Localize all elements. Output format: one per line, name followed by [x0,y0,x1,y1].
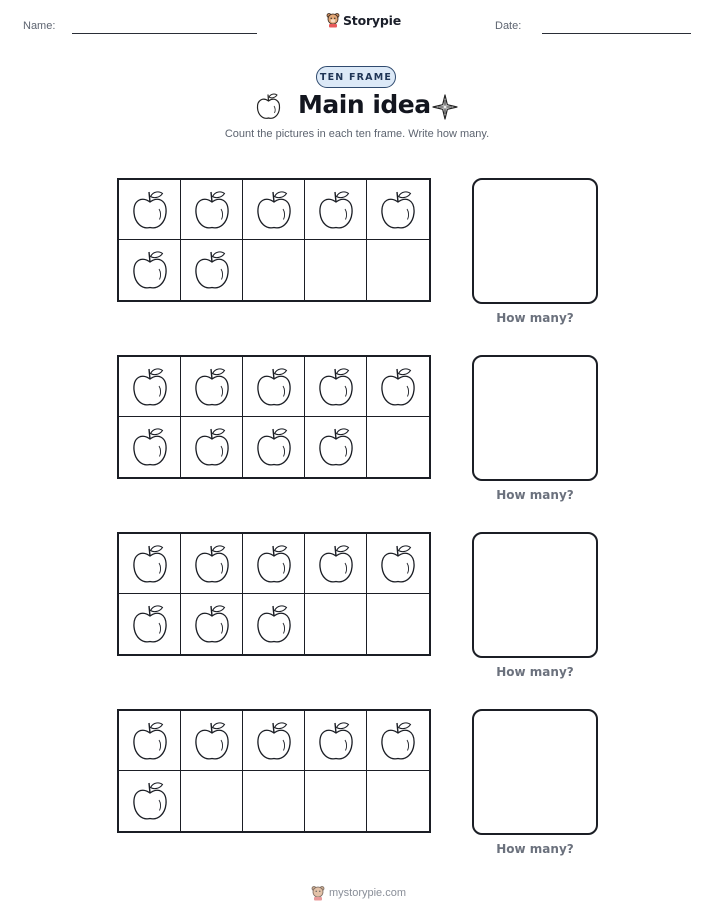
ten-frame-cell [119,534,181,594]
footer [311,885,406,901]
apple-icon [192,719,232,763]
ten-frame-cell [243,240,305,300]
apple-icon [130,542,170,586]
ten-frame-cell [367,180,429,240]
bear-mascot-icon [311,885,325,901]
ten-frame-cell [181,534,243,594]
sparkle-icon [432,94,458,120]
ten-frame-cell [367,357,429,417]
ten-frame [117,532,431,656]
ten-frame-cell [305,357,367,417]
page-title: Main idea [298,90,431,119]
ten-frame-cell [367,711,429,771]
ten-frame-cell [119,240,181,300]
ten-frame-cell [305,771,367,831]
ten-frame [117,178,431,302]
ten-frame-cell [367,594,429,654]
ten-frame-cell [181,771,243,831]
ten-frame-cell [243,594,305,654]
apple-icon [130,602,170,646]
apple-icon [254,365,294,409]
ten-frame-cell [243,771,305,831]
apple-icon [192,542,232,586]
apple-icon [254,542,294,586]
name-line[interactable] [72,33,257,34]
apple-icon [130,719,170,763]
instructions: Count the pictures in each ten frame. Write how many. [224,128,490,140]
apple-icon [130,188,170,232]
ten-frame-cell [367,534,429,594]
how-many-label: How many? [496,311,574,325]
apple-icon [378,188,418,232]
ten-frame-cell [181,711,243,771]
ten-frame-cell [243,711,305,771]
how-many-label: How many? [496,665,574,679]
apple-icon [254,602,294,646]
ten-frame-cell [243,417,305,477]
date-label: Date: [495,20,522,32]
answer-box[interactable] [472,532,598,658]
ten-frame-cell [367,240,429,300]
apple-icon [130,779,170,823]
apple-icon [316,425,356,469]
ten-frame-cell [367,771,429,831]
apple-icon [316,188,356,232]
ten-frame-cell [243,534,305,594]
ten-frame-cell [305,594,367,654]
ten-frame-badge: TEN FRAME [316,66,396,88]
answer-box[interactable] [472,355,598,481]
how-many-label: How many? [496,488,574,502]
ten-frame-cell [119,357,181,417]
ten-frame-cell [119,180,181,240]
apple-icon [316,542,356,586]
ten-frame [117,709,431,833]
ten-frame-cell [181,417,243,477]
ten-frame-cell [305,711,367,771]
ten-frame-cell [181,357,243,417]
apple-icon [130,365,170,409]
ten-frame-cell [305,240,367,300]
brand-logo [326,12,401,28]
ten-frame-cell [305,417,367,477]
ten-frame [117,355,431,479]
ten-frame-cell [119,594,181,654]
how-many-label: How many? [496,842,574,856]
apple-icon [378,542,418,586]
ten-frame-cell [305,180,367,240]
ten-frame-cell [243,357,305,417]
ten-frame-cell [181,594,243,654]
answer-box[interactable] [472,709,598,835]
apple-icon [192,425,232,469]
brand-name: Storypie [343,12,401,28]
ten-frame-cell [119,711,181,771]
answer-box[interactable] [472,178,598,304]
bear-mascot-icon [326,12,340,28]
ten-frame-cell [181,180,243,240]
date-line[interactable] [542,33,691,34]
apple-icon [255,91,282,121]
ten-frame-cell [119,417,181,477]
apple-icon [316,365,356,409]
apple-icon [378,365,418,409]
apple-icon [192,188,232,232]
name-label: Name: [23,20,56,32]
apple-icon [254,719,294,763]
apple-icon [192,602,232,646]
ten-frame-cell [305,534,367,594]
apple-icon [254,188,294,232]
apple-icon [130,248,170,292]
ten-frame-cell [367,417,429,477]
apple-icon [316,719,356,763]
apple-icon [130,425,170,469]
ten-frame-cell [119,771,181,831]
apple-icon [378,719,418,763]
apple-icon [254,425,294,469]
footer-url[interactable]: mystorypie.com [329,887,407,899]
apple-icon [192,365,232,409]
apple-icon [192,248,232,292]
ten-frame-cell [243,180,305,240]
ten-frame-cell [181,240,243,300]
